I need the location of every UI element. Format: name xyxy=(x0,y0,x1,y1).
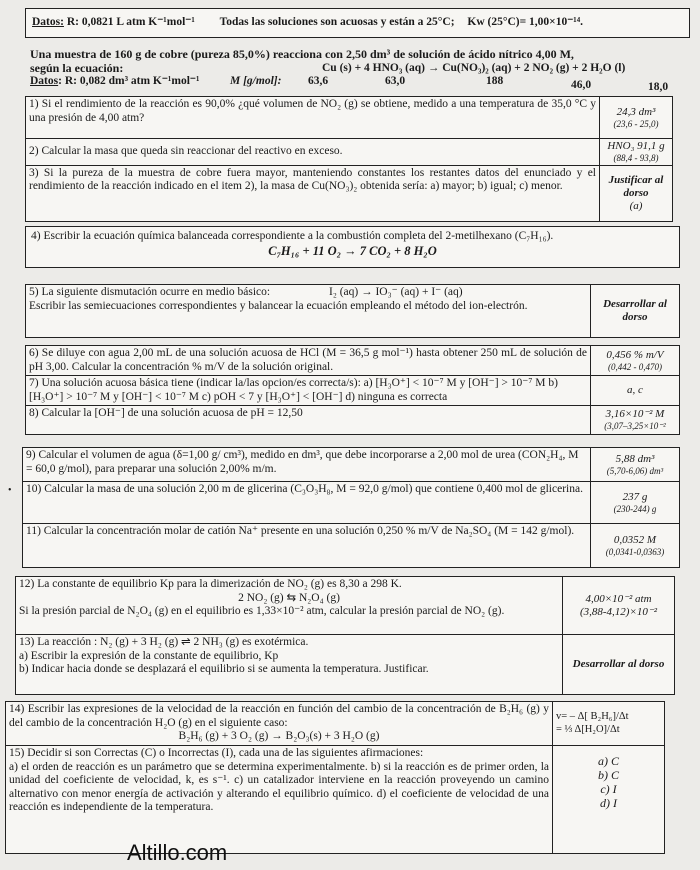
question-text-cell xyxy=(16,635,563,695)
equation: 2 NO₂ (g) ⇆ N₂O₄ (g) xyxy=(238,591,340,604)
question-text-cell xyxy=(6,702,553,746)
question-text: 9) Calcular el volumen de agua (δ=1,00 g/ cm³), medido en dm³, que debe incorporarse a 2,00 mol de urea (CON₂H₄, M = 60,0 g/mol), para preparar una solución 2,00% m/m. xyxy=(23,448,591,482)
answer-cell xyxy=(591,482,680,524)
question-15 xyxy=(6,746,665,854)
equation: I₂ (aq) → IO₃⁻ (aq) + I⁻ (aq) xyxy=(329,286,463,298)
kw-constant: Kw (25°C)= 1,00×10⁻¹⁴. xyxy=(467,16,584,28)
questions-14-15 xyxy=(5,701,665,854)
question-text: 7) Una solución acuosa básica tiene (indicar la/las opcion/es correcta/s): a) [H₃O⁺] < 10⁻⁷ M y [OH⁻] > 10⁻⁷ M b) [H₃O⁺] > 10⁻⁷ M y [OH⁻] < 10⁻⁷ M c) pOH < 7 y [H₃O⁺] < [OH⁻] d) ninguna es correcta xyxy=(26,376,591,406)
question-1 xyxy=(26,97,673,139)
question-text: 1) Si el rendimiento de la reacción es 90,0% ¿qué volumen de NO₂ (g) se obtiene, medido a una temperatura de 35,0 °C y una presión de 4,00 atm? xyxy=(26,97,600,139)
answer: Desarrollar al dorso xyxy=(563,635,675,695)
answer-cell xyxy=(563,577,675,635)
question-14 xyxy=(6,702,665,746)
bullet-mark: • xyxy=(8,485,12,496)
datos-label: Datos: xyxy=(32,16,64,28)
question-text: 13) La reacción : N₂ (g) + 3 H₂ (g) ⇌ 2 NH₃ (g) es exotérmica. xyxy=(19,636,309,648)
answer: 0,456 % m/V xyxy=(606,348,664,361)
answer-cell xyxy=(591,406,680,435)
answer: HNO₃ 91,1 g xyxy=(607,140,665,152)
answer: Desarrollar al dorso xyxy=(591,285,680,338)
question-text-2: a) Escribir la expresión de la constante de equilibrio, Kp xyxy=(19,649,279,662)
question-6 xyxy=(26,346,680,376)
question-5 xyxy=(26,285,680,338)
conditions: Todas las soluciones son acuosas y están a 25°C; xyxy=(219,16,455,28)
r-constant-2: : R: 0,082 dm³ atm K⁻¹mol⁻¹ xyxy=(58,75,200,88)
molar-mass-h2o: 18,0 xyxy=(648,81,669,94)
question-text-3: b) Indicar hacia donde se desplazará el equilibrio si se aumenta la temperatura. Justificar. xyxy=(19,663,429,676)
answer: 3,16×10⁻² M xyxy=(605,408,665,421)
question-text-cell xyxy=(6,746,553,854)
question-text: 15) Decidir si son Correctas (C) o Incorrectas (I), cada una de las siguientes afirmaciones: xyxy=(9,747,424,759)
molar-mass-cuno3: 188 xyxy=(486,75,504,88)
answer-cell xyxy=(600,97,673,139)
question-text: 14) Escribir las expresiones de la velocidad de la reacción en función del cambio de la concentración de B₂H₆ (g) y del cambio de la concentración H₂O (g) en el siguiente caso: xyxy=(9,703,549,729)
equation: B₂H₆ (g) + 3 O₂ (g) → B₂O₃(s) + 3 H₂O (g) xyxy=(178,730,380,743)
answer: v= – Δ[ B₂H₆]/Δt xyxy=(556,711,629,723)
question-12 xyxy=(16,577,675,635)
question-10 xyxy=(23,482,680,524)
answer-range: (23,6 - 25,0) xyxy=(613,118,659,129)
r-constant: R: 0,0821 L atm K⁻¹mol⁻¹ xyxy=(66,16,195,28)
datos-label-2: Datos xyxy=(30,75,59,88)
question-text: 12) La constante de equilibrio Kp para la dimerización de NO₂ (g) es 8,30 a 298 K. xyxy=(19,578,402,590)
molar-mass-cu: 63,6 xyxy=(308,75,329,88)
molar-mass-hno3: 63,0 xyxy=(385,75,406,88)
question-text: 5) La siguiente dismutación ocurre en medio básico: xyxy=(29,286,271,298)
answer-range: (230-244) g xyxy=(613,503,657,514)
answer: Justificar al dorso xyxy=(608,173,664,199)
answer-range: (88,4 - 93,8) xyxy=(613,152,659,163)
questions-9-11 xyxy=(22,447,680,568)
answer-c: c) I xyxy=(600,782,617,797)
data-header xyxy=(25,8,690,38)
answer-cell xyxy=(591,524,680,568)
answer: 237 g xyxy=(622,490,648,503)
intro-line2: según la ecuación: xyxy=(30,61,124,76)
questions-12-13 xyxy=(15,576,675,695)
question-text: 2) Calcular la masa que queda sin reaccionar del reactivo en exceso. xyxy=(26,139,600,166)
question-11 xyxy=(23,524,680,568)
answer-range: (5,70-6,06) dm³ xyxy=(606,465,664,476)
answer-range: (0,0341-0,0363) xyxy=(605,546,665,557)
question-text-cell xyxy=(26,285,591,338)
question-text-2: a) el orden de reacción es un parámetro que se determina experimentalmente. b) si la reacción es de primer orden, la unidad del coeficiente de velocidad, k, es s⁻¹. c) un catalizador interviene en la reacción proveyendo un camino alternativo con menor energía de activación y alterando el equilibrio químico. d) el coeficiente de velocidad de una reacción es independiente de la temperatura. xyxy=(9,760,549,814)
answer: a, c xyxy=(591,376,680,406)
answer-cell xyxy=(591,448,680,482)
answer: 5,88 dm³ xyxy=(615,452,655,465)
question-text-2: Si la presión parcial de N₂O₄ (g) en el equilibrio es 1,33×10⁻² atm, calcular la presión parcial de NO₂ (g). xyxy=(19,605,505,618)
answer-cell xyxy=(591,346,680,376)
answer-cell xyxy=(553,746,665,854)
answer-b: b) C xyxy=(598,768,619,783)
answer-range: (3,88-4,12)×10⁻² xyxy=(579,605,658,618)
question-text: 11) Calcular la concentración molar de catión Na⁺ presente en una solución 0,250 % m/V de Na₂SO₄ (M = 142 g/mol). xyxy=(23,524,591,568)
question-7 xyxy=(26,376,680,406)
questions-6-8 xyxy=(25,345,680,435)
answer: 4,00×10⁻² atm xyxy=(585,592,652,605)
answer-a: a) C xyxy=(598,754,619,768)
question-text: 8) Calcular la [OH⁻] de una solución acuosa de pH = 12,50 xyxy=(26,406,591,435)
question-text: 10) Calcular la masa de una solución 2,00 m de glicerina (C₃O₃H₈, M = 92,0 g/mol) que contiene 0,400 mol de glicerina. xyxy=(23,482,591,524)
question-4 xyxy=(25,226,680,268)
question-text: 4) Escribir la ecuación química balanceada correspondiente a la combustión completa del 2-metilhexano (C₇H₁₆). xyxy=(31,230,554,242)
question-text: 3) Si la pureza de la muestra de cobre fuera mayor, manteniendo constantes los restantes datos del enunciado y el rendimiento de la reacción indicado en el item 2), la masa de Cu(NO₃)₂ obtenida sería: a) mayor; b) igual; c) menor. xyxy=(26,165,600,221)
questions-1-3 xyxy=(25,96,673,222)
question-text-2: Escribir las semiecuaciones correspondientes y balancear la ecuación empleando el método del ion-electrón. xyxy=(29,299,528,312)
molar-mass-label: M [g/mol]: xyxy=(230,75,282,88)
question-8 xyxy=(26,406,680,435)
answer: 24,3 dm³ xyxy=(616,105,656,118)
watermark: Altillo.com xyxy=(127,840,228,865)
answer: C₇H₁₆ + 11 O₂ → 7 CO₂ + 8 H₂O xyxy=(268,243,437,258)
questions-5 xyxy=(25,284,680,338)
answer-range: (3,07–3,25×10⁻² xyxy=(604,421,666,432)
answer-range: (0,442 - 0,470) xyxy=(608,361,662,372)
answer: 0,0352 M xyxy=(613,533,657,546)
molar-mass-no2: 46,0 xyxy=(571,79,592,92)
intro-line1: Una muestra de 160 g de cobre (pureza 85,0%) reacciona con 2,50 dm³ de solución de ácido nítrico 4,00 M, xyxy=(30,47,574,61)
question-3 xyxy=(26,165,673,221)
intro xyxy=(30,47,695,94)
question-text: 6) Se diluye con agua 2,00 mL de una solución acuosa de HCl (M = 36,5 g mol⁻¹) hasta obtener 250 mL de solución de pH 3,00. Calcular la concentración % m/V de la solución original. xyxy=(26,346,591,376)
answer-cell xyxy=(600,165,673,221)
answer-range: (a) xyxy=(629,199,643,212)
question-text-cell xyxy=(16,577,563,635)
reaction-equation: Cu (s) + 4 HNO₃ (aq) → Cu(NO₃)₂ (aq) + 2 NO₂ (g) + 2 H₂O (l) xyxy=(322,62,626,75)
answer-d: d) I xyxy=(600,796,617,811)
answer-cell xyxy=(553,702,665,746)
question-2 xyxy=(26,139,673,166)
answer-range: = ⅓ Δ[H₂O]/Δt xyxy=(556,723,620,735)
question-9 xyxy=(23,448,680,482)
answer-cell xyxy=(600,139,673,166)
question-13 xyxy=(16,635,675,695)
